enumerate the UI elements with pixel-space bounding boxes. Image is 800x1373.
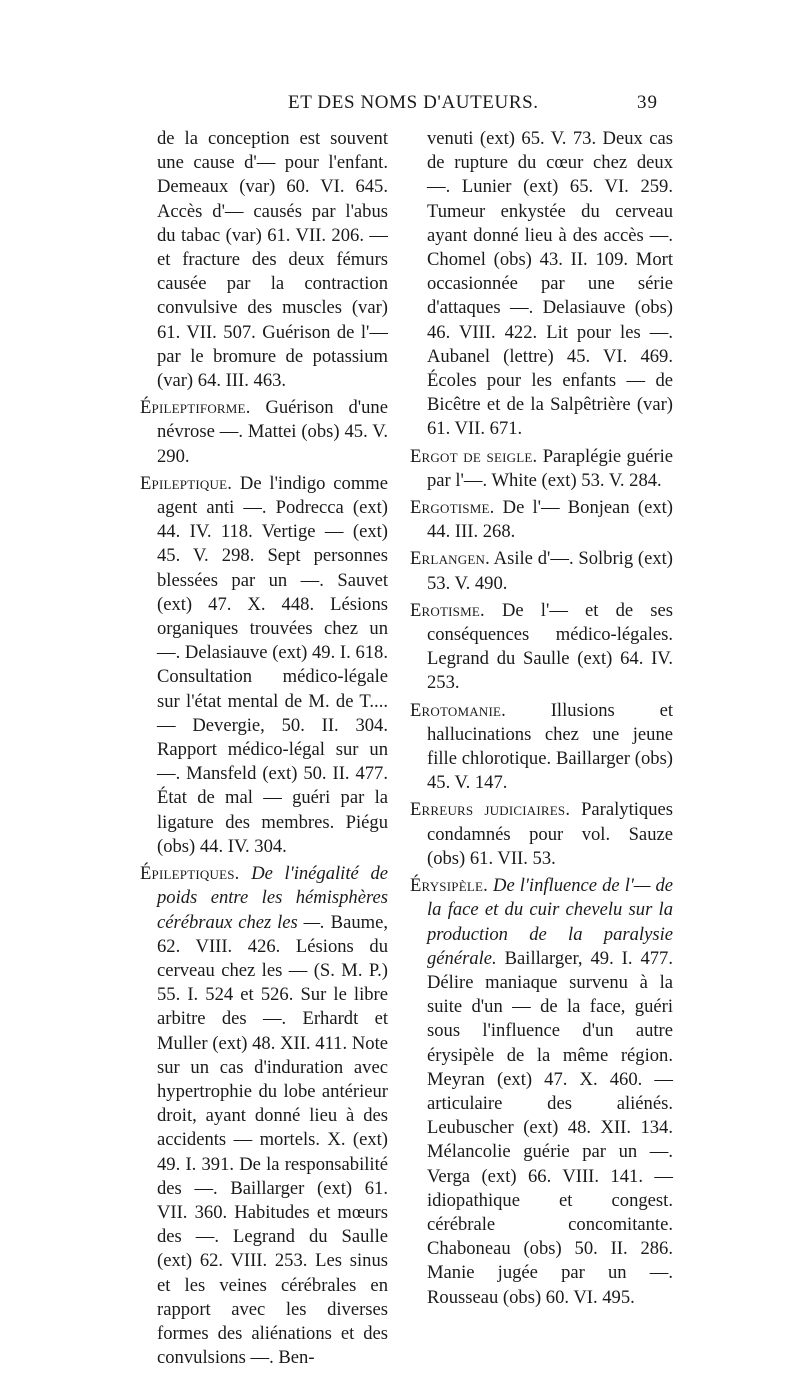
entry-text: Asile d'—. Solbrig (ext) 53. V. 490.	[427, 548, 673, 594]
entry-heading: Ergotisme.	[410, 497, 495, 519]
index-entry	[410, 547, 673, 595]
index-entry	[410, 699, 673, 796]
entry-text: De l'— et de ses conséquences médico-légales. Legrand du Saulle (ext) 64. IV. 253.	[427, 599, 673, 694]
entry-text: De l'indigo comme agent anti —. Podrecca (ext) 44. IV. 118. Vertige — (ext) 45. V. 298. Sept personnes blessées par un —. Sauvet (ext) 47. X. 448. Lésions organiques trouvées chez un —. Delasiauve (ext) 49. I. 618. Consultation médico-légale sur l'état mental de M. de T.... — Devergie, 50. II. 304. Rapport médico-légal sur un —. Mansfeld (ext) 50. II. 477. État de mal — guéri par la ligature des membres. Piégu (obs) 44. IV. 304.	[157, 472, 388, 857]
entry-text: Baume, 62. VIII. 426. Lésions du cerveau chez les — (S. M. P.) 55. I. 524 et 526. Sur le libre arbitre des —. Erhardt et Muller (ext) 48. XII. 411. Note sur un cas d'induration avec hypertrophie du lobe antérieur droit, ayant donné lieu à des accidents — mortels. X. (ext) 49. I. 391. De la responsabilité des —. Baillarger (ext) 61. VII. 360. Habitudes et mœurs des —. Legrand du Saulle (ext) 62. VIII. 253. Les sinus et les veines cérébrales en rapport avec les diverses formes des aliénations et des convulsions —. Ben-	[157, 911, 388, 1369]
running-header	[0, 86, 800, 116]
entry-text: Paralytiques condamnés pour vol. Sauze (obs) 61. VII. 53.	[427, 799, 673, 869]
entry-text	[240, 863, 252, 884]
entry-title: De l'inégalité de poids entre les hémisphères cérébraux chez les —.	[157, 863, 388, 933]
entry-text: Paraplégie guérie par l'—. White (ext) 53. V. 284.	[427, 445, 673, 491]
entry-text: venuti (ext) 65. V. 73. Deux cas de rupture du cœur chez deux —. Lunier (ext) 65. VI. 259. Tumeur enkystée du cerveau ayant donné lieu à des accès —. Chomel (obs) 43. II. 109. Mort occasionnée par une série d'attaques —. Delasiauve (obs) 46. VIII. 422. Lit pour les —. Aubanel (lettre) 45. VI. 469. Écoles pour les enfants — de Bicêtre et de la Salpêtrière (var) 61. VII. 671.	[427, 128, 673, 440]
index-entry-continuation	[140, 127, 388, 393]
index-entry	[140, 396, 388, 469]
entry-heading: Erotomanie.	[410, 699, 506, 721]
entry-heading: Ergot de seigle.	[410, 445, 538, 467]
entry-text: Illusions et hallucinations chez une jeune fille chlorotique. Baillarger (obs) 45. V. 147.	[427, 699, 673, 794]
entry-text: Baillarger, 49. I. 477. Délire maniaque survenu à la suite d'un — de la face, guéri sous l'influence d'un autre érysipèle de la même région. Meyran (ext) 47. X. 460. — articulaire des aliénés. Leubuscher (ext) 48. XII. 134. Mélancolie guérie par un —. Verga (ext) 66. VIII. 141. — idiopathique et congest. cérébrale concomitante. Chaboneau (obs) 50. II. 286. Manie jugée par un —. Rousseau (obs) 60. VI. 495.	[427, 947, 673, 1308]
entry-title: De l'influence de l'— de la face et du cuir chevelu sur la production de la paralysie générale.	[427, 875, 673, 969]
index-entry-continuation	[410, 127, 673, 442]
left-column	[140, 127, 388, 1373]
index-entry	[140, 862, 388, 1370]
index-entry	[410, 496, 673, 544]
index-entry	[410, 599, 673, 696]
entry-heading: Erotisme.	[410, 599, 485, 621]
entry-heading: Erlangen.	[410, 548, 490, 570]
entry-text: de la conception est souvent une cause d'— pour l'enfant. Demeaux (var) 60. VI. 645. Accès d'— causés par l'abus du tabac (var) 61. VII. 206. — et fracture des deux fémurs causée par la contraction convulsive des muscles (var) 61. VII. 507. Guérison de l'— par le bromure de potassium (var) 64. III. 463.	[157, 128, 388, 392]
index-entry	[140, 472, 388, 859]
entry-text: De l'— Bonjean (ext) 44. III. 268.	[427, 497, 673, 543]
header-title: ET DES NOMS D'AUTEURS.	[288, 92, 539, 113]
entry-heading: Erreurs judiciaires.	[410, 799, 571, 821]
entry-heading: Érysipèle.	[410, 875, 488, 897]
entry-heading: Epileptique.	[140, 472, 233, 494]
index-entry	[410, 445, 673, 493]
entry-heading: Épileptiques.	[140, 863, 240, 885]
index-entry	[410, 798, 673, 871]
page-number: 39	[637, 92, 658, 113]
right-column	[410, 127, 673, 1313]
index-entry	[410, 874, 673, 1310]
entry-heading: Épileptiforme.	[140, 397, 251, 419]
entry-text: Guérison d'une névrose —. Mattei (obs) 45. V. 290.	[157, 397, 388, 467]
